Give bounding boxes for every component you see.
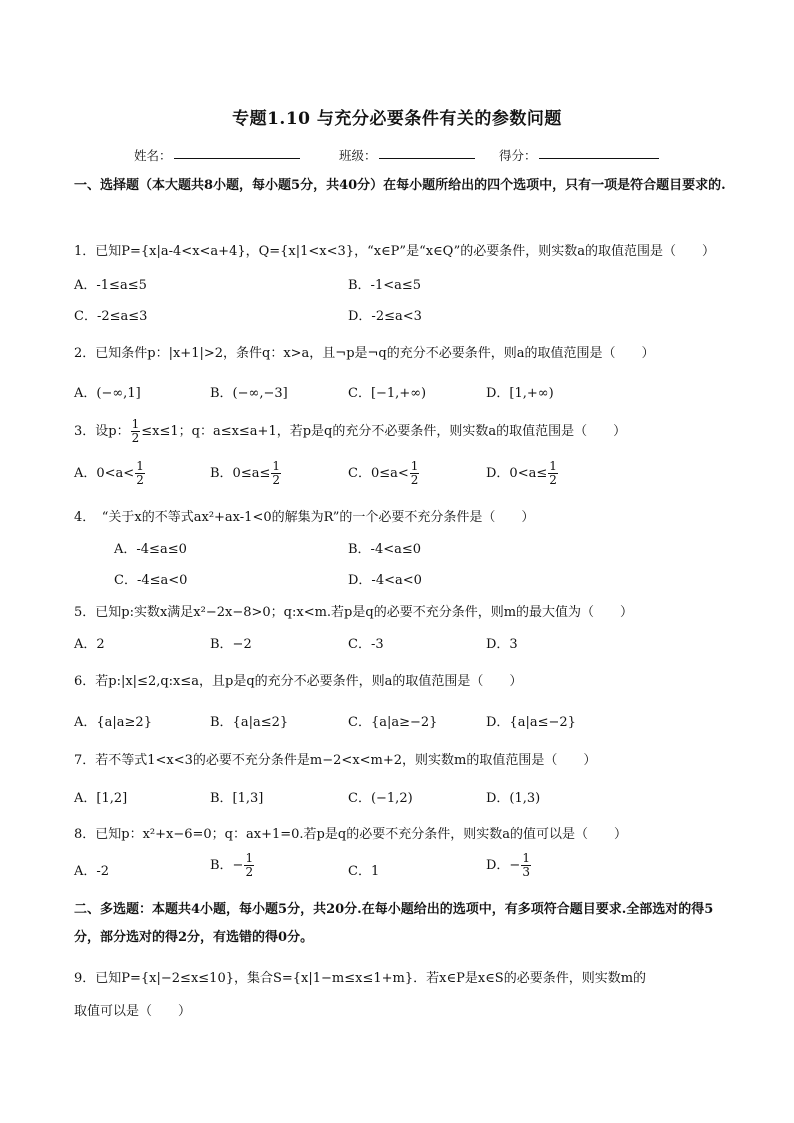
q5-option-d[interactable]: D．3 [486,637,518,652]
q3-fraction: $\frac{1}{2}$ [131,417,140,445]
q1-option-d[interactable]: D．-2≤a<3 [348,309,422,324]
q7-option-a[interactable]: A．[1,2] [74,791,128,806]
q4-option-b[interactable]: B．-4<a≤0 [348,542,422,557]
question-2-stem: 2．已知条件p：|x+1|>2，条件q：x>a，且¬p是¬q的充分不必要条件，则a的取值范围是（ ） [74,346,655,361]
question-5-stem: 5．已知p:实数x满足x²−2x−8>0；q:x<m.若p是q的必要不充分条件，则m的最大值为（ ） [74,605,634,620]
q2-option-d[interactable]: D．[1,+∞) [486,386,554,401]
q1-option-a[interactable]: A．-1≤a≤5 [74,278,147,293]
q7-option-d[interactable]: D．(1,3) [486,791,541,806]
q5-option-a[interactable]: A．2 [74,637,105,652]
q2-option-c[interactable]: C．[−1,+∞) [348,386,427,401]
class-field[interactable]: 班级： [339,146,377,164]
class-blank[interactable] [379,146,475,159]
q4-option-d[interactable]: D．-4<a<0 [348,573,422,588]
score-blank[interactable] [539,146,659,159]
section-heading-multi-choice: 二、多选题：本题共4小题，每小题5分，共20分.在每小题给出的选项中，有多项符合题目要求.全部选对的得5分，部分选对的得2分，有选错的得0分。 [74,902,714,945]
question-6-stem: 6．若p:|x|≤2,q:x≤a，且p是q的充分不必要条件，则a的取值范围是（ ） [74,674,523,689]
name-field[interactable]: 姓名： [134,146,172,164]
question-3-stem: 3．设p： $\frac{1}{2}$ ≤x≤1；q：a≤x≤a+1，若p是q的充分不必要条件，则实数a的取值范围是（ ） [74,417,627,445]
q4-option-c[interactable]: C．-4≤a<0 [114,573,188,588]
question-8-stem: 8．已知p：x²+x−6=0；q：ax+1=0.若p是q的必要不充分条件，则实数a的值可以是（ ） [74,827,627,842]
q5-option-b[interactable]: B．−2 [210,637,252,652]
q3-option-d[interactable]: D．0<a≤ $\frac{1}{2}$ [486,459,557,487]
name-blank[interactable] [174,146,300,159]
q8-option-b[interactable]: B．− $\frac{1}{2}$ [210,851,254,879]
q1-option-c[interactable]: C．-2≤a≤3 [74,309,148,324]
score-field[interactable]: 得分： [499,146,537,164]
q3-option-c[interactable]: C．0≤a< $\frac{1}{2}$ [348,459,419,487]
question-9-stem-line2: 取值可以是（ ） [74,1004,192,1019]
q3-option-a[interactable]: A．0<a< $\frac{1}{2}$ [74,459,144,487]
section-heading-single-choice: 一、选择题（本大题共8小题，每小题5分，共40分）在每小题所给出的四个选项中，只有一项是符合题目要求的. [74,178,726,193]
q6-option-c[interactable]: C．{a|a≥−2} [348,715,438,730]
q4-option-a[interactable]: A．-4≤a≤0 [114,542,187,557]
q6-option-b[interactable]: B．{a|a≤2} [210,715,289,730]
q7-option-b[interactable]: B．[1,3] [210,791,264,806]
q5-option-c[interactable]: C．-3 [348,637,384,652]
page-title: 专题1.10 与充分必要条件有关的参数问题 [232,109,562,129]
question-7-stem: 7．若不等式1<x<3的必要不充分条件是m−2<x<m+2，则实数m的取值范围是（ ） [74,753,597,768]
q3-option-b[interactable]: B．0≤a≤ $\frac{1}{2}$ [210,459,281,487]
q1-option-b[interactable]: B．-1<a≤5 [348,278,422,293]
question-4-stem: 4． “关于x的不等式ax²+ax-1<0的解集为R”的一个必要不充分条件是（ ） [74,510,535,525]
question-1-stem: 1．已知P={x|a-4<x<a+4}，Q={x|1<x<3}，“x∈P”是“x∈Q”的必要条件，则实数a的取值范围是（ ） [74,244,715,259]
q2-option-a[interactable]: A．(−∞,1] [74,386,141,401]
q8-option-a[interactable]: A．-2 [74,864,110,879]
q2-option-b[interactable]: B．(−∞,−3] [210,386,288,401]
q6-option-d[interactable]: D．{a|a≤−2} [486,715,576,730]
q6-option-a[interactable]: A．{a|a≥2} [74,715,152,730]
q7-option-c[interactable]: C．(−1,2) [348,791,413,806]
q8-option-c[interactable]: C．1 [348,864,380,879]
question-9-stem: 9．已知P={x|−2≤x≤10}，集合S={x|1−m≤x≤1+m}．若x∈P是x∈S的必要条件，则实数m的 [74,971,647,986]
q8-option-d[interactable]: D．− $\frac{1}{3}$ [486,851,530,879]
